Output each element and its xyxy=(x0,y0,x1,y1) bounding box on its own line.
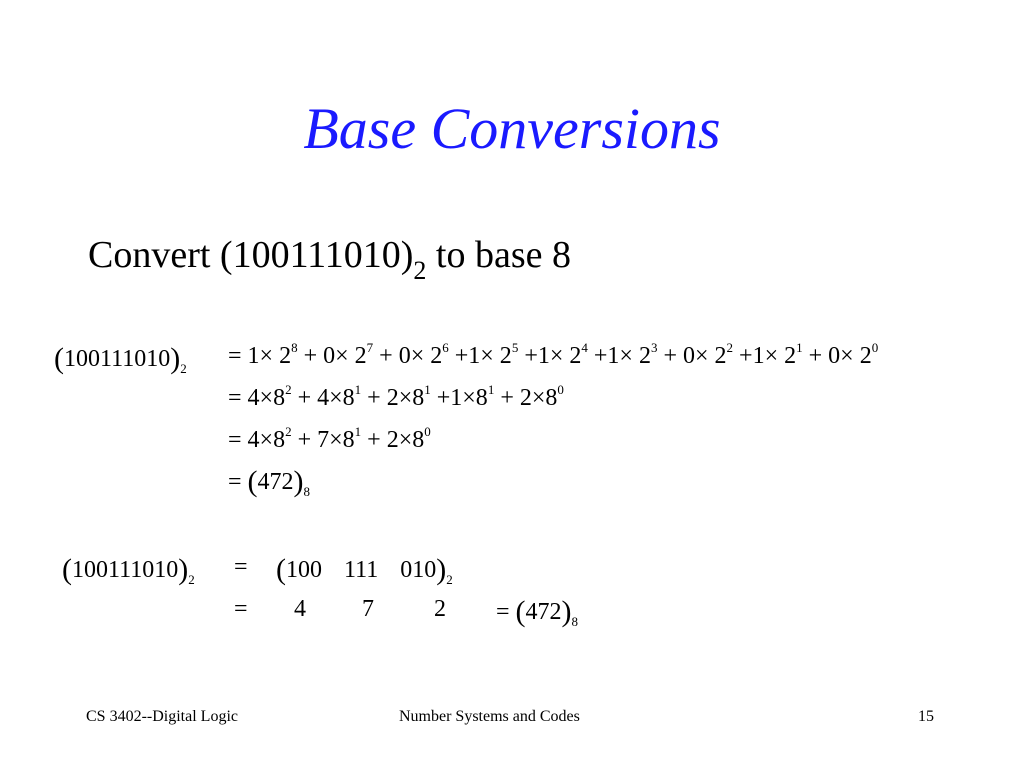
octal-digit-1: 4 xyxy=(294,596,306,622)
grouping-lhs-number: 100111010 xyxy=(72,557,179,583)
line3-term xyxy=(291,424,362,453)
line1-term xyxy=(802,340,879,369)
groups-right-paren: ) xyxy=(436,553,447,586)
grouping-lhs-left-paren: ( xyxy=(62,553,72,586)
line1-term-text: +1× 2 xyxy=(518,343,582,369)
result-base: 8 xyxy=(571,614,579,629)
line1-term-text: +1× 2 xyxy=(733,343,797,369)
line2-term-exponent: 2 xyxy=(285,382,292,397)
derivation-line-4 xyxy=(228,465,311,499)
derivation-line-3 xyxy=(228,424,431,453)
result-left-paren: ( xyxy=(515,595,526,628)
lhs-number: 100111010 xyxy=(64,346,171,372)
line4-number: 472 xyxy=(257,469,294,495)
grouping-result xyxy=(496,595,579,629)
line2-term-exponent: 0 xyxy=(557,382,564,397)
line4-right-paren: ) xyxy=(293,465,304,498)
line1-term-text: +1× 2 xyxy=(587,343,651,369)
line1-term-exponent: 4 xyxy=(581,340,588,355)
derivation-line-2 xyxy=(228,382,564,411)
lhs-right-paren: ) xyxy=(170,342,181,375)
grouping-groups xyxy=(276,553,453,587)
footer-course: CS 3402--Digital Logic xyxy=(86,708,238,725)
prompt-suffix: to base 8 xyxy=(426,234,571,276)
result-right-paren: ) xyxy=(561,595,572,628)
line1-term xyxy=(297,340,374,369)
grouping-lhs-base: 2 xyxy=(188,572,195,587)
line3-term-text: + 2×8 xyxy=(361,427,425,453)
line2-term xyxy=(361,382,431,411)
line2-term-exponent: 1 xyxy=(487,382,495,397)
line1-term xyxy=(733,340,803,369)
lhs-left-paren: ( xyxy=(54,342,64,375)
line1-term-text: + 0× 2 xyxy=(802,343,872,369)
line1-term-exponent: 1 xyxy=(796,340,803,355)
line2-term xyxy=(430,382,495,411)
footer-topic: Number Systems and Codes xyxy=(399,708,580,725)
line1-term-exponent: 8 xyxy=(291,340,298,355)
prompt-prefix: Convert (100111010) xyxy=(88,234,414,276)
line2-term xyxy=(228,382,292,411)
grouping-lhs-right-paren: ) xyxy=(178,553,189,586)
line1-term-text: + 0× 2 xyxy=(373,343,443,369)
line1-term-exponent: 5 xyxy=(511,340,519,355)
line2-term-exponent: 1 xyxy=(424,382,431,397)
line2-term-text: + 4×8 xyxy=(291,385,355,411)
groups-base: 2 xyxy=(446,572,453,587)
line3-term-exponent: 2 xyxy=(285,424,292,439)
line3-term-exponent: 1 xyxy=(354,424,362,439)
line3-term xyxy=(361,424,431,453)
line1-term-text: +1× 2 xyxy=(448,343,512,369)
group-3: 010 xyxy=(400,557,437,583)
line2-term-text: +1×8 xyxy=(430,385,488,411)
line4-base: 8 xyxy=(303,484,311,499)
line2-term-exponent: 1 xyxy=(354,382,362,397)
line2-term-text: + 2×8 xyxy=(494,385,558,411)
group-1: 100 xyxy=(286,557,322,583)
line1-term xyxy=(518,340,588,369)
line3-term-text: + 7×8 xyxy=(291,427,355,453)
line2-term xyxy=(291,382,362,411)
line1-term xyxy=(587,340,658,369)
lhs-base: 2 xyxy=(180,361,187,376)
line1-term-exponent: 7 xyxy=(366,340,374,355)
grouping-row2-equals: = xyxy=(234,596,248,622)
line3-term-text: = 4×8 xyxy=(228,427,286,453)
line1-term-text: + 0× 2 xyxy=(657,343,727,369)
footer-page-number: 15 xyxy=(918,708,934,725)
result-number: 472 xyxy=(525,599,562,625)
line3-term xyxy=(228,424,292,453)
result-equals: = xyxy=(496,599,510,625)
derivation-line-1 xyxy=(228,340,879,369)
line1-term-exponent: 3 xyxy=(650,340,658,355)
line4-left-paren: ( xyxy=(247,465,258,498)
derivation-lhs xyxy=(54,342,187,376)
slide-title: Base Conversions xyxy=(303,96,721,161)
line2-term xyxy=(494,382,564,411)
grouping-row1-equals: = xyxy=(234,554,248,580)
grouping-lhs xyxy=(62,553,195,587)
line1-term xyxy=(228,340,298,369)
conversion-prompt xyxy=(88,234,571,285)
line1-term-text: = 1× 2 xyxy=(228,343,292,369)
line1-term xyxy=(448,340,519,369)
line1-term-text: + 0× 2 xyxy=(297,343,367,369)
line2-term-text: = 4×8 xyxy=(228,385,286,411)
line1-term xyxy=(373,340,449,369)
line1-term-exponent: 6 xyxy=(442,340,449,355)
line2-term-text: + 2×8 xyxy=(361,385,425,411)
line1-term xyxy=(657,340,734,369)
groups-left-paren: ( xyxy=(276,553,286,586)
group-2: 111 xyxy=(344,557,379,583)
octal-digit-3: 2 xyxy=(434,596,446,622)
line1-term-exponent: 0 xyxy=(871,340,879,355)
prompt-base-subscript: 2 xyxy=(413,256,427,285)
line1-term-exponent: 2 xyxy=(726,340,734,355)
octal-digit-2: 7 xyxy=(362,596,374,622)
line3-term-exponent: 0 xyxy=(424,424,431,439)
line4-equals: = xyxy=(228,469,248,495)
